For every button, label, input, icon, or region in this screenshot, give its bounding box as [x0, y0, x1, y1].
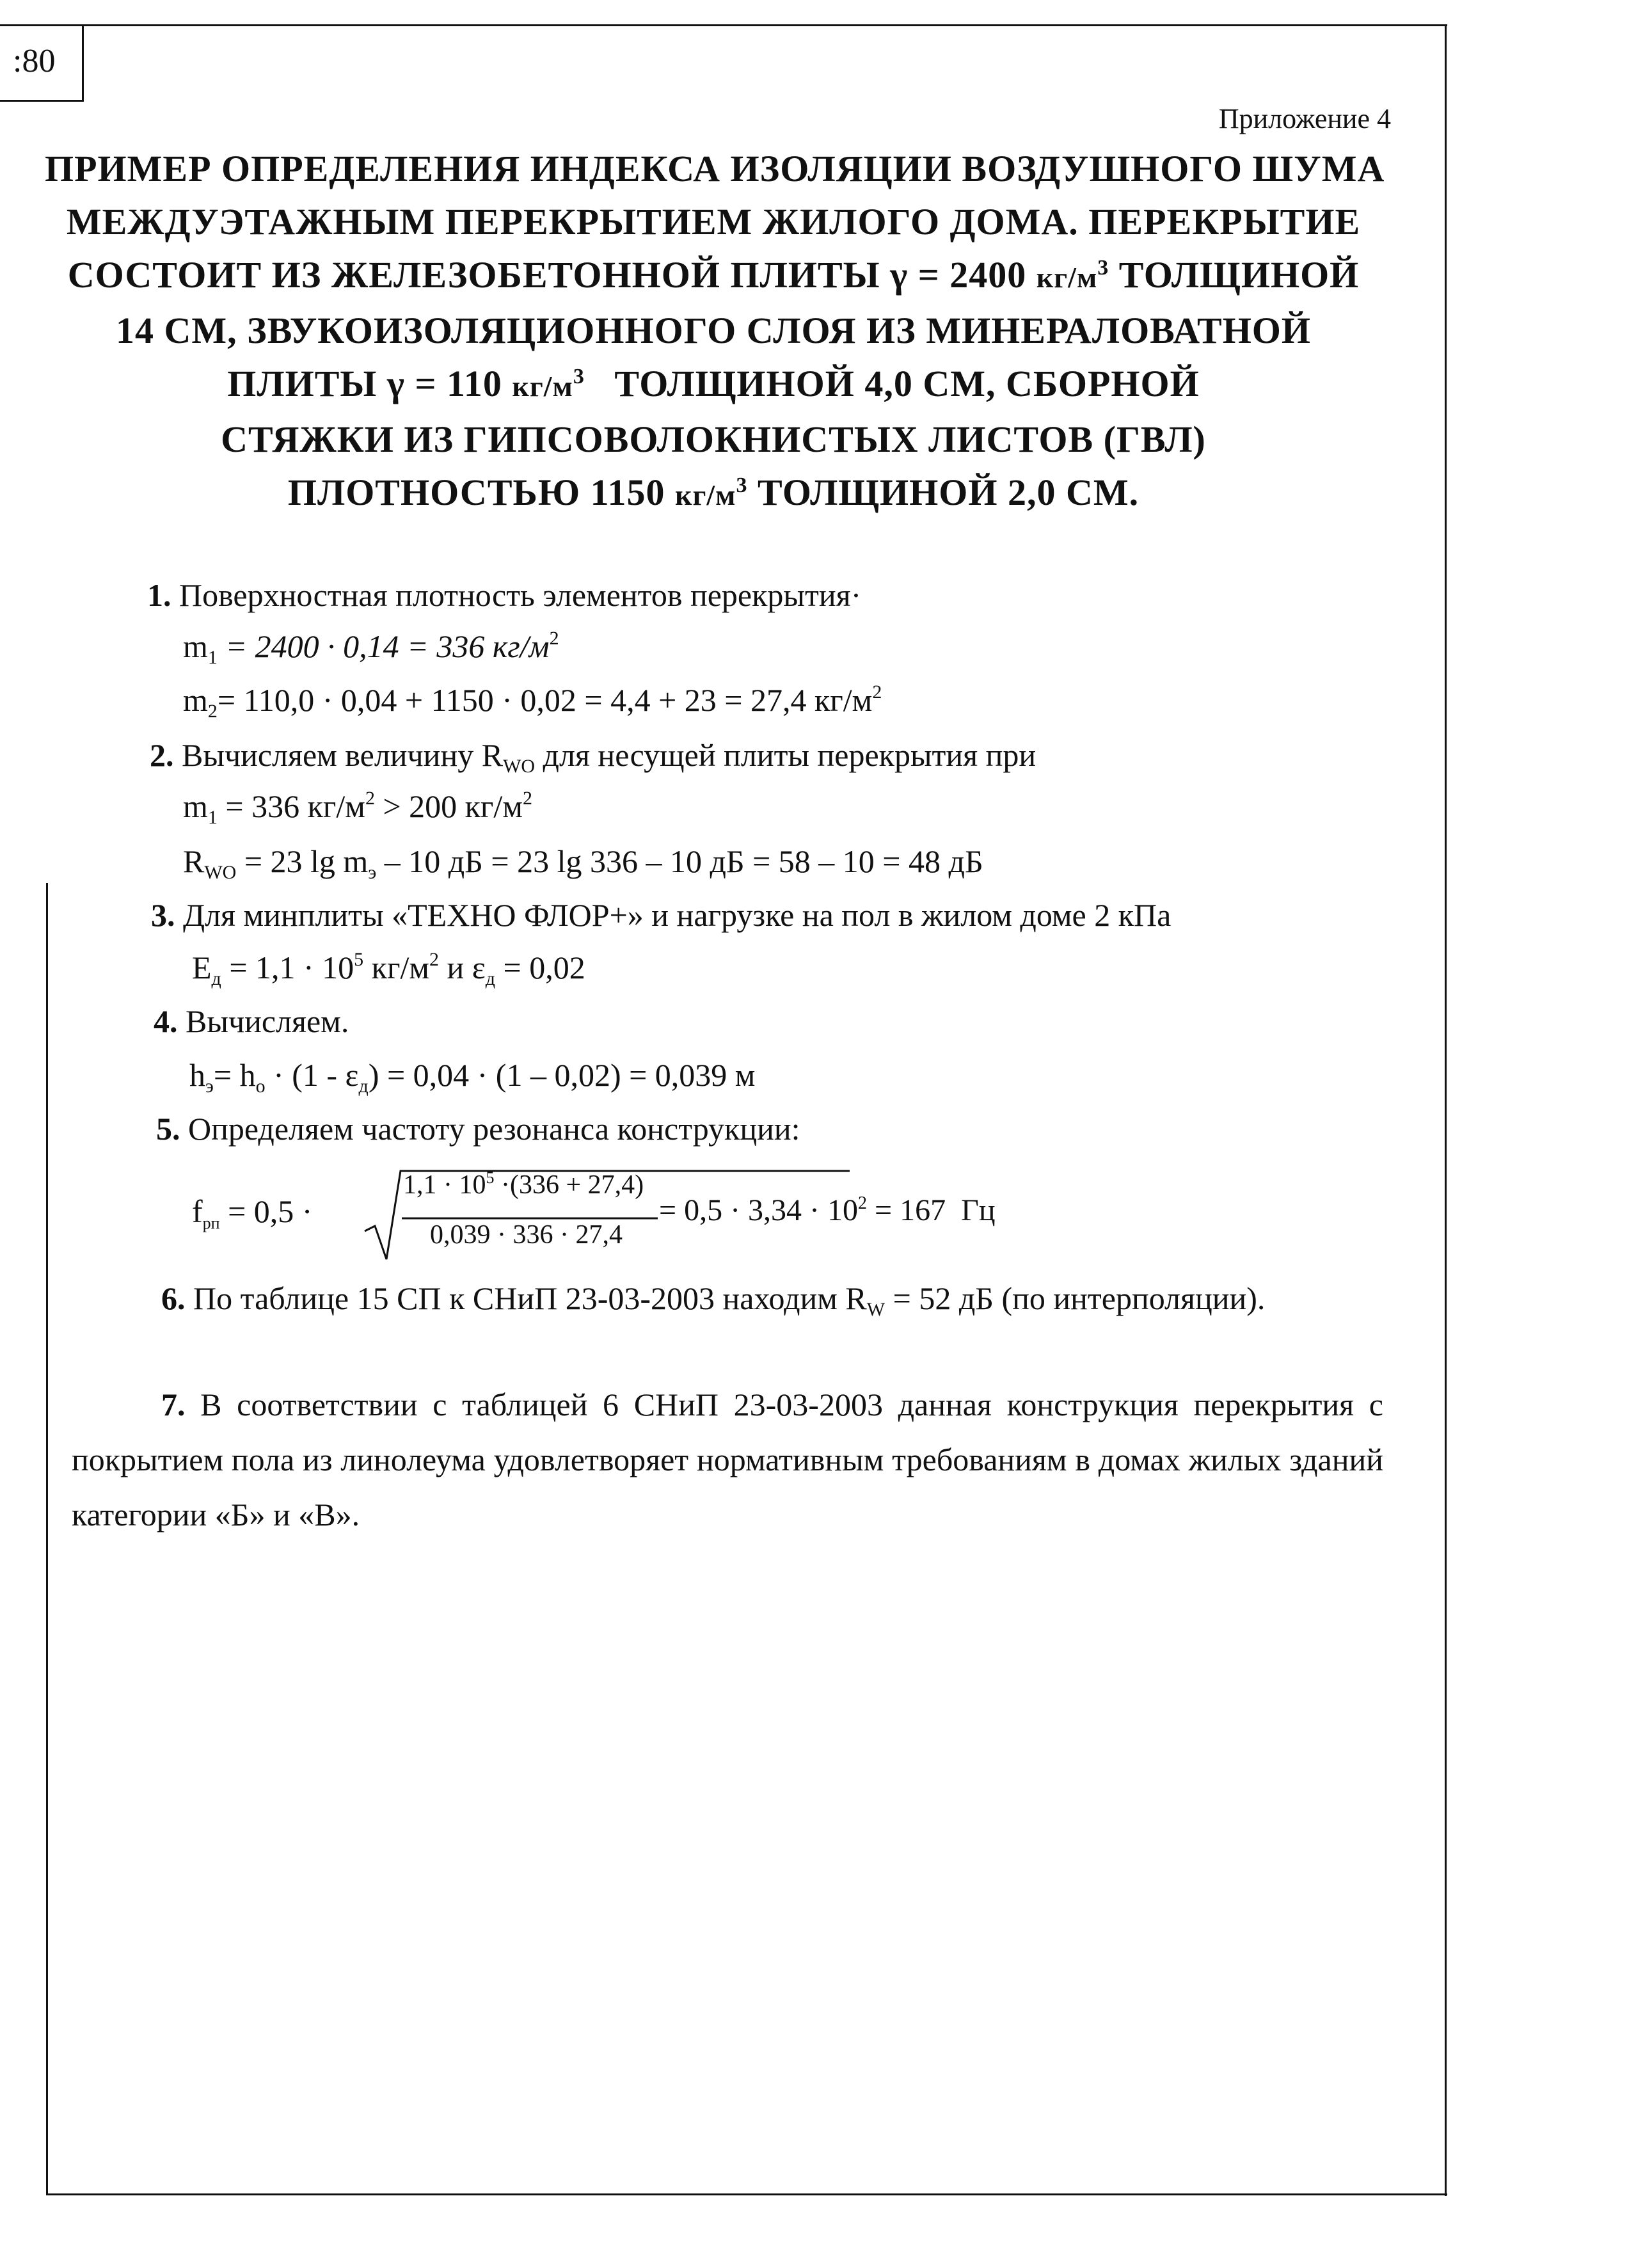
- formula-exponent: 2: [858, 1193, 868, 1213]
- formula-expression: · (1 - ε: [265, 1057, 359, 1093]
- formula-lhs: [192, 1193, 312, 1230]
- formula-expression: = 110,0 · 0,04 + 1150 · 0,02 = 4,4 + 23 = 27,4 кг/м: [217, 682, 873, 718]
- step-5-heading: [156, 1110, 800, 1148]
- formula-exponent: 2: [872, 681, 882, 703]
- step-1-number: 1.: [147, 577, 171, 613]
- formula-expression: = 336 кг/м: [217, 788, 365, 824]
- step-3-text: Для минплиты «ТЕХНО ФЛОР+» и нагрузке на пол в жилом доме 2 кПа: [183, 897, 1171, 933]
- formula-subscript: э: [368, 862, 377, 883]
- title-line-2: МЕЖДУЭТАЖНЫМ ПЕРЕКРЫТИЕМ ЖИЛОГО ДОМА. ПЕРЕКРЫТИЕ: [66, 201, 1361, 243]
- title-line-3-exp: 3: [1097, 256, 1109, 280]
- title-line-6: СТЯЖКИ ИЗ ГИПСОВОЛОКНИСТЫХ ЛИСТОВ (ГВЛ): [221, 418, 1206, 460]
- title-line-3-unit: кг/м: [1036, 261, 1098, 294]
- step-6-text-end: = 52 дБ (по интерполяции).: [885, 1280, 1266, 1316]
- formula-expression: ·(336 + 27,4): [494, 1170, 644, 1200]
- formula-subscript: WO: [204, 862, 237, 883]
- step-2-number: 2.: [150, 737, 174, 773]
- title-line-3-end: ТОЛЩИНОЙ: [1109, 254, 1360, 296]
- formula-expression: > 200 кг/м: [374, 788, 523, 824]
- title-line-7-unit: кг/м: [674, 479, 736, 511]
- formula-subscript: 2: [207, 701, 218, 722]
- step-6-subscript: W: [866, 1299, 886, 1320]
- formula-subscript: э: [205, 1076, 214, 1097]
- step-2-formula-2: [183, 842, 983, 883]
- frame-right-line: [1445, 24, 1447, 2196]
- title-line-5-text: ПЛИТЫ γ = 110: [227, 363, 512, 404]
- formula-rhs: [659, 1193, 996, 1228]
- formula-symbol: f: [192, 1193, 203, 1229]
- title-line-3: [45, 248, 1382, 304]
- appendix-label: Приложение 4: [1218, 103, 1391, 134]
- formula-exponent: 2: [429, 949, 440, 970]
- title-line-5-exp: 3: [573, 365, 585, 388]
- formula-symbol: m: [183, 788, 208, 824]
- step-2-subscript: WO: [503, 756, 536, 777]
- step-1-text: Поверхностная плотность элементов перекрытия·: [179, 577, 862, 613]
- formula-symbol: Е: [192, 950, 212, 985]
- resonance-frequency-formula: [192, 1165, 1088, 1267]
- document-title: [45, 142, 1385, 521]
- step-2-text: Вычисляем величину R: [182, 737, 504, 773]
- formula-exponent: 5: [486, 1168, 495, 1187]
- step-1-formula-2: [183, 681, 882, 722]
- formula-expression: = 23 lg m: [236, 843, 369, 879]
- formula-expression: = h: [213, 1057, 256, 1093]
- frame-bottom-line: [46, 2193, 1447, 2195]
- formula-expression: = 2400 · 0,14 = 336 кг/м: [217, 628, 550, 664]
- step-3-heading: [151, 896, 1171, 934]
- step-7-number: 7.: [161, 1387, 186, 1422]
- step-4-heading: [154, 1002, 349, 1040]
- formula-exponent: 2: [549, 628, 559, 649]
- step-5-text: Определяем частоту резонанса конструкции:: [188, 1111, 800, 1147]
- formula-expression: = 0,5 · 3,34 · 10: [659, 1193, 859, 1227]
- formula-expression: = 1,1 · 10: [221, 950, 354, 985]
- page-number: :80: [13, 43, 56, 79]
- title-line-7-exp: 3: [736, 473, 748, 497]
- formula-symbol: m: [183, 682, 208, 718]
- step-6-paragraph: [72, 1271, 1383, 1326]
- title-line-4: 14 СМ, ЗВУКОИЗОЛЯЦИОННОГО СЛОЯ ИЗ МИНЕРАЛОВАТНОЙ: [115, 310, 1312, 351]
- formula-exponent: 2: [365, 788, 375, 809]
- step-3-formula: [192, 948, 585, 987]
- formula-expression: и ε: [439, 950, 486, 985]
- step-6-number: 6.: [161, 1280, 186, 1316]
- formula-expression: = 167 Гц: [867, 1193, 996, 1227]
- formula-exponent: 5: [354, 949, 364, 970]
- step-4-number: 4.: [154, 1003, 178, 1039]
- formula-expression: ) = 0,04 · (1 – 0,02) = 0,039 м: [368, 1057, 756, 1093]
- formula-subscript: о: [255, 1076, 266, 1097]
- frame-top-line: [0, 24, 1447, 26]
- step-1-formula-1: [183, 627, 559, 668]
- title-line-7: [45, 466, 1382, 521]
- formula-subscript: д: [358, 1076, 369, 1097]
- page-number-box: [0, 24, 84, 102]
- title-line-1: ПРИМЕР ОПРЕДЕЛЕНИЯ ИНДЕКСА ИЗОЛЯЦИИ ВОЗДУШНОГО ШУМА: [45, 148, 1385, 189]
- formula-symbol: m: [183, 628, 208, 664]
- step-2-heading: [150, 736, 1036, 777]
- formula-numerator: [403, 1170, 644, 1200]
- title-line-5-unit: кг/м: [512, 370, 573, 402]
- formula-expression: 1,1 · 10: [403, 1170, 486, 1200]
- step-3-number: 3.: [151, 897, 175, 933]
- step-4-formula: [189, 1056, 756, 1097]
- step-2-formula-1: [183, 787, 532, 828]
- formula-denominator: 0,039 · 336 · 27,4: [430, 1220, 623, 1250]
- formula-expression: = 0,02: [495, 950, 585, 985]
- step-7-paragraph: [72, 1377, 1383, 1542]
- formula-subscript: д: [211, 968, 221, 989]
- title-line-5: [45, 357, 1382, 413]
- frame-left-line: [46, 883, 48, 2195]
- formula-expression: = 0,5 ·: [219, 1193, 313, 1229]
- formula-subscript: 1: [207, 807, 218, 828]
- formula-subscript: 1: [207, 647, 218, 668]
- title-line-3-text: СОСТОИТ ИЗ ЖЕЛЕЗОБЕТОННОЙ ПЛИТЫ γ = 2400: [67, 254, 1036, 296]
- step-6-text: По таблице 15 СП к СНиП 23-03-2003 находим R: [193, 1280, 867, 1316]
- title-line-7-text: ПЛОТНОСТЬЮ 1150: [287, 472, 675, 513]
- step-5-number: 5.: [156, 1111, 180, 1147]
- formula-expression: – 10 дБ = 23 lg 336 – 10 дБ = 58 – 10 = 48 дБ: [376, 843, 983, 879]
- formula-symbol: R: [183, 843, 205, 879]
- step-4-text: Вычисляем.: [186, 1003, 349, 1039]
- title-line-5-end: ТОЛЩИНОЙ 4,0 СМ, СБОРНОЙ: [584, 363, 1200, 404]
- formula-exponent: 2: [522, 788, 532, 809]
- formula-subscript: д: [485, 968, 496, 989]
- title-line-7-end: ТОЛЩИНОЙ 2,0 СМ.: [747, 472, 1140, 513]
- step-1-heading: [147, 576, 861, 614]
- formula-expression: кг/м: [363, 950, 430, 985]
- step-7-text: В соответствии с таблицей 6 СНиП 23-03-2003 данная конструкция перекрытия с покрытием пола из линолеума удовлетворяет нормативным требованиям в домах жилых зданий категории «Б» и «В».: [72, 1387, 1384, 1532]
- formula-subscript: рп: [202, 1214, 220, 1232]
- formula-symbol: h: [189, 1057, 205, 1093]
- step-2-text-end: для несущей плиты перекрытия при: [535, 737, 1036, 773]
